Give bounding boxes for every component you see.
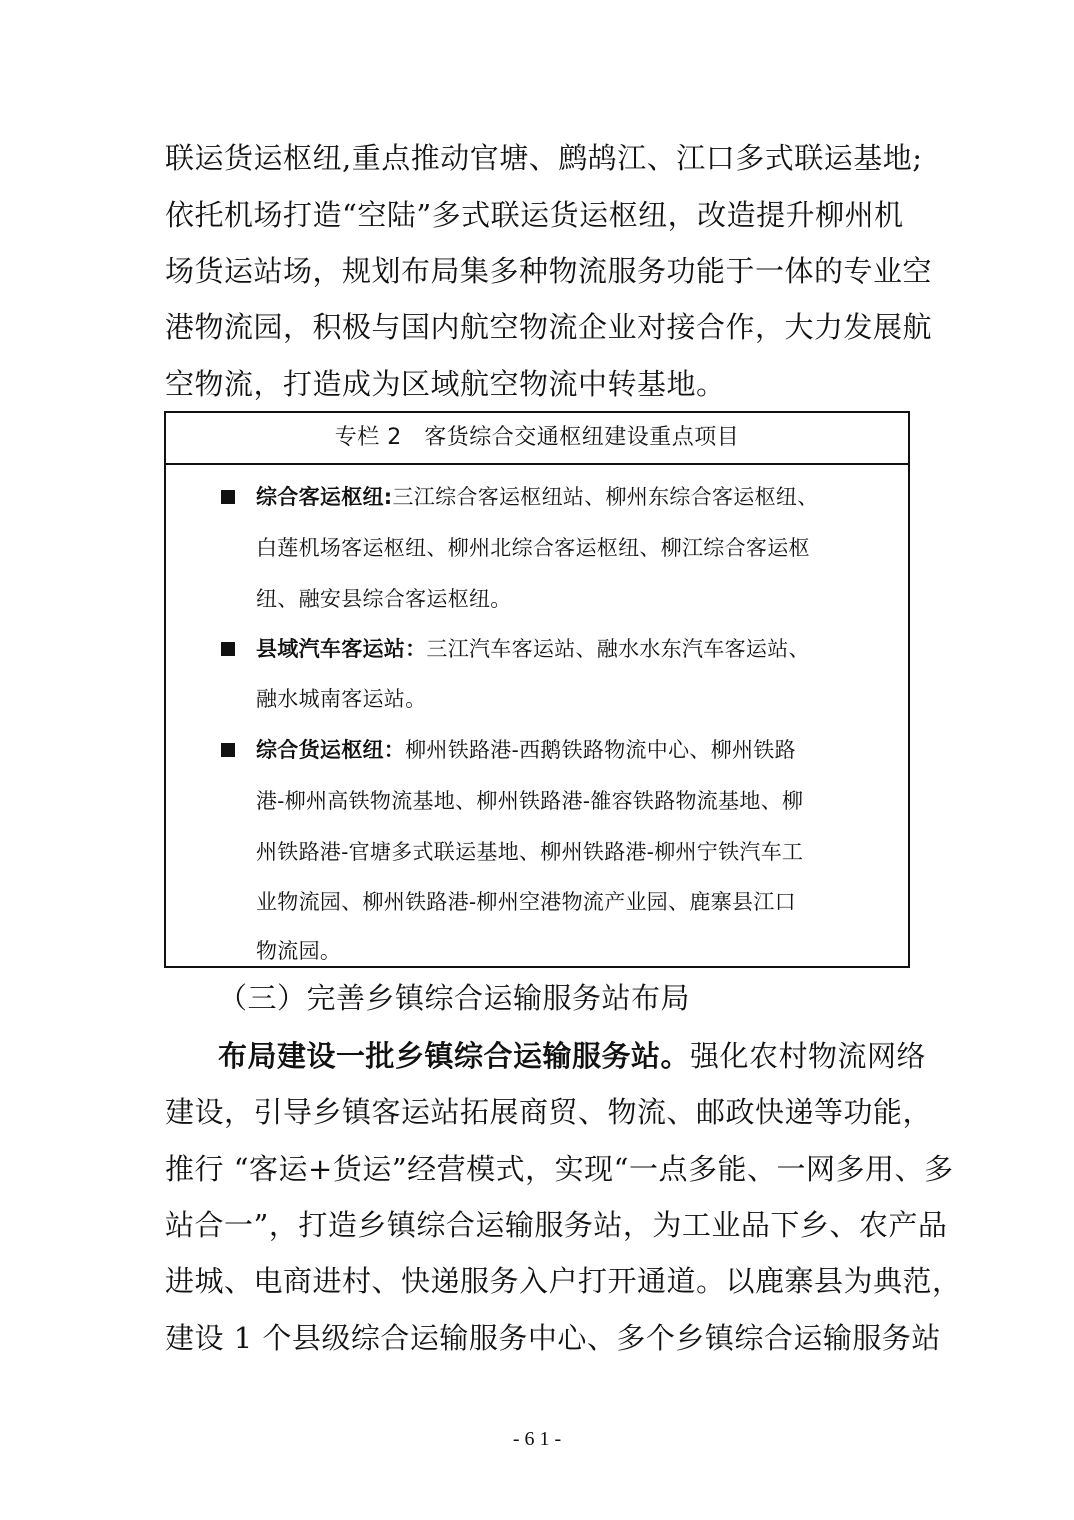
item-first-line bbox=[256, 634, 810, 664]
column-box bbox=[164, 411, 910, 968]
item-first-line bbox=[256, 735, 796, 765]
paragraph-line: 空物流，打造成为区域航空物流中转基地。 bbox=[165, 367, 726, 401]
item-line: 融水城南客运站。 bbox=[256, 687, 427, 711]
paragraph-line: 港物流园，积极与国内航空物流企业对接合作，大力发展航 bbox=[165, 310, 933, 344]
page-number: - 6 1 - bbox=[512, 1428, 562, 1450]
paragraph-line: 依托机场打造“空陆”多式联运货运枢纽，改造提升柳州机 bbox=[165, 198, 904, 232]
item-lead: 综合货运枢纽： bbox=[256, 738, 406, 762]
paragraph-line: 联运货运枢纽,重点推动官塘、鹧鸪江、江口多式联运基地; bbox=[165, 141, 923, 175]
item-line: 物流园。 bbox=[256, 939, 342, 963]
item-text: 三江汽车客运站、融水水东汽车客运站、 bbox=[426, 637, 810, 661]
item-line: 纽、融安县综合客运枢纽。 bbox=[256, 587, 512, 611]
item-lead: 综合客运枢纽: bbox=[256, 485, 393, 509]
paragraph-first-line bbox=[218, 1036, 927, 1076]
paragraph-line: 进城、电商进村、快递服务入户打开通道。以鹿寨县为典范， bbox=[165, 1264, 962, 1298]
square-bullet-icon bbox=[221, 743, 235, 757]
section-heading: （三）完善乡镇综合运输服务站布局 bbox=[218, 981, 691, 1015]
square-bullet-icon bbox=[221, 490, 235, 504]
paragraph-line: 建设 1 个县级综合运输服务中心、多个乡镇综合运输服务站 bbox=[165, 1321, 941, 1355]
paragraph-line: 建设，引导乡镇客运站拓展商贸、物流、邮政快递等功能， bbox=[165, 1095, 933, 1129]
item-line: 业物流园、柳州铁路港-柳州空港物流产业园、鹿寨县江口 bbox=[256, 890, 796, 914]
item-line: 白莲机场客运枢纽、柳州北综合客运枢纽、柳江综合客运枢 bbox=[256, 536, 810, 560]
item-text: 三江综合客运枢纽站、柳州东综合客运枢纽、 bbox=[392, 485, 819, 509]
item-line: 港-柳州高铁物流基地、柳州铁路港-雒容铁路物流基地、柳 bbox=[256, 789, 804, 813]
item-text: 柳州铁路港-西鹅铁路物流中心、柳州铁路 bbox=[405, 738, 796, 762]
item-lead: 县域汽车客运站： bbox=[256, 637, 427, 661]
column-title: 专栏 2 客货综合交通枢纽建设重点项目 bbox=[166, 413, 908, 465]
paragraph-text: 强化农村物流网络 bbox=[690, 1039, 927, 1073]
paragraph-line: 场货运站场，规划布局集多种物流服务功能于一体的专业空 bbox=[165, 254, 933, 288]
paragraph-line: 站合一”，打造乡镇综合运输服务站，为工业品下乡、农产品 bbox=[165, 1208, 948, 1242]
item-line: 州铁路港-官塘多式联运基地、柳州铁路港-柳州宁铁汽车工 bbox=[256, 840, 804, 864]
paragraph-line: 推行 “客运+货运”经营模式，实现“一点多能、一网多用、多 bbox=[165, 1152, 954, 1186]
square-bullet-icon bbox=[221, 642, 235, 656]
paragraph-lead: 布局建设一批乡镇综合运输服务站。 bbox=[218, 1039, 691, 1073]
item-first-line bbox=[256, 482, 819, 512]
